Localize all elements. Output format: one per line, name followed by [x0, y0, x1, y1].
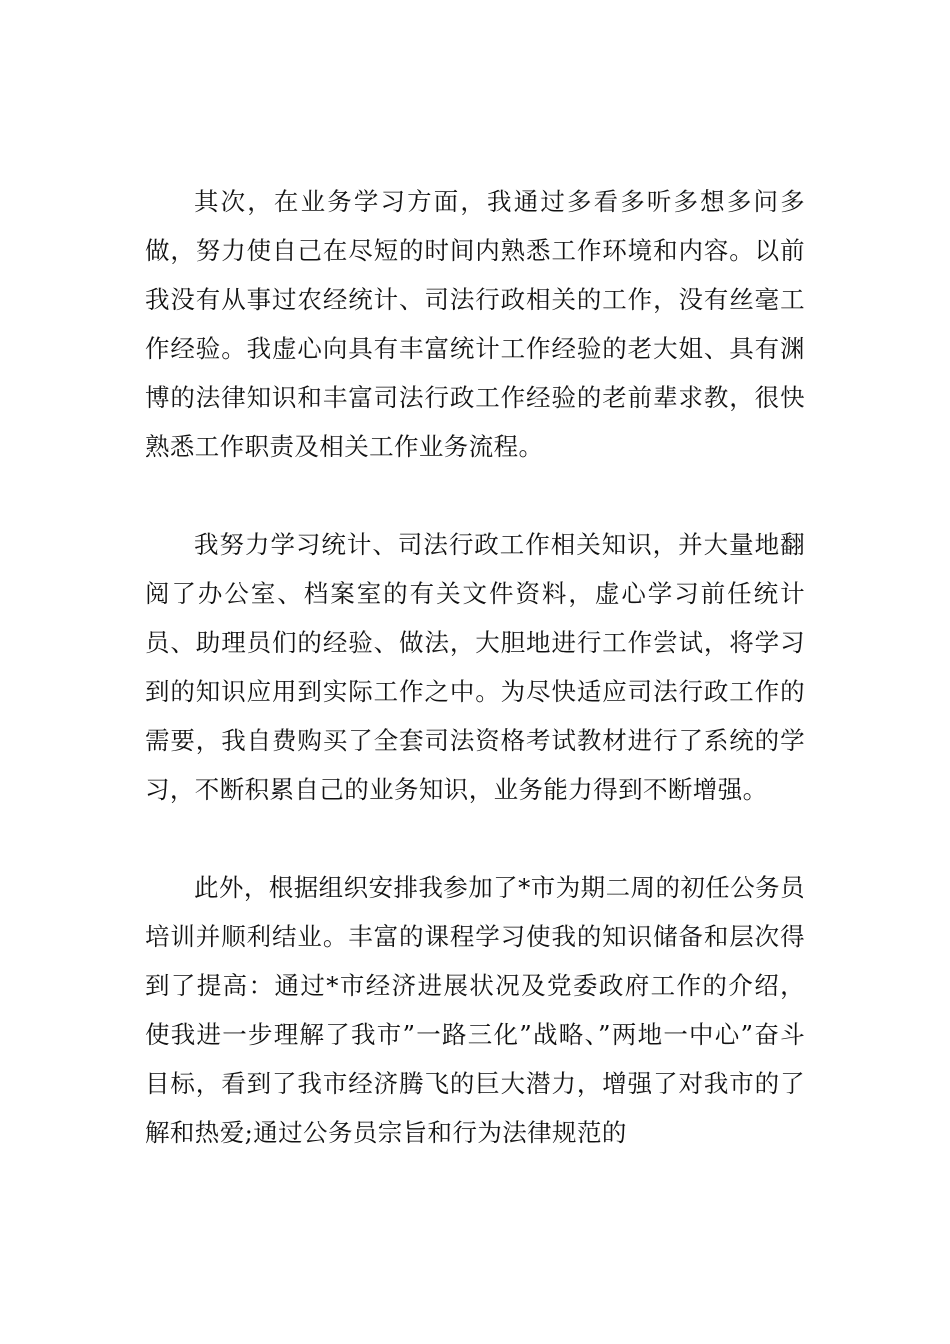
- paragraph-knowledge-learning: 我努力学习统计、司法行政工作相关知识，并大量地翻阅了办公室、档案室的有关文件资料，虚心学习前任统计员、助理员们的经验、做法，大胆地进行工作尝试，将学习到的知识应用到实际工作之中。为尽快适应司法行政工作的需要，我自费购买了全套司法资格考试教材进行了系统的学习，不断积累自己的业务知识，业务能力得到不断增强。: [145, 530, 805, 804]
- paragraph-business-study: 其次，在业务学习方面，我通过多看多听多想多问多做，努力使自己在尽短的时间内熟悉工作环境和内容。以前我没有从事过农经统计、司法行政相关的工作，没有丝毫工作经验。我虚心向具有丰富统计工作经验的老大姐、具有渊博的法律知识和丰富司法行政工作经验的老前辈求教，很快熟悉工作职责及相关工作业务流程。: [145, 187, 805, 461]
- document-body: [145, 177, 805, 1157]
- paragraph-civil-servant-training: 此外，根据组织安排我参加了*市为期二周的初任公务员培训并顺利结业。丰富的课程学习使我的知识储备和层次得到了提高：通过*市经济进展状况及党委政府工作的介绍，使我进一步理解了我市”一路三化”战略、”两地一中心”奋斗目标，看到了我市经济腾飞的巨大潜力，增强了对我市的了解和热爱;通过公务员宗旨和行为法律规范的: [145, 873, 805, 1147]
